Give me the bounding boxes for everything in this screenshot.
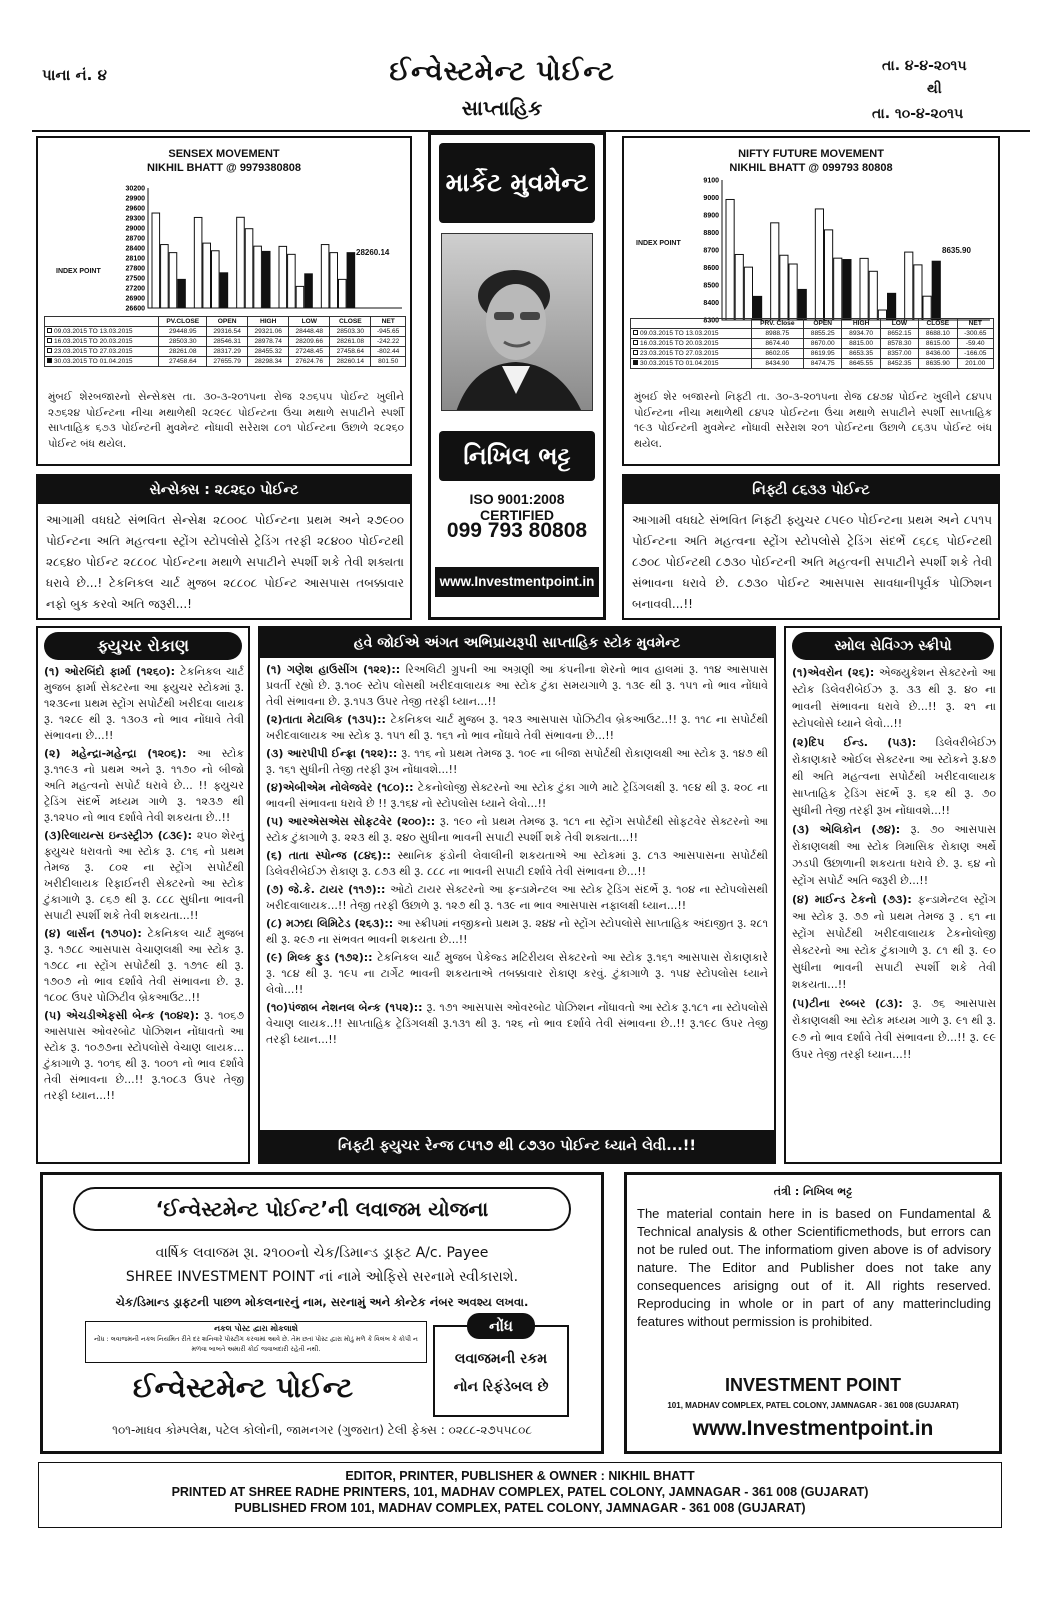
subscription-line-2: SHREE INVESTMENT POINT નાં નામે ઓફિસે સરનામે સ્વીકારાશે. — [125, 1269, 519, 1285]
list-item — [792, 995, 996, 1063]
value-cell: 8434.90 — [751, 359, 803, 369]
value-cell: 8652.15 — [880, 329, 918, 339]
list-item-head: (૩) આરપીપી ઈન્ફ્રા (૧૨૨):: — [266, 747, 402, 760]
chart-bar — [735, 254, 743, 320]
subscription-line-1: વાર્ષિક લવાજમ રૂા. ૨૧૦૦નો ચેક/ડિમાન્ડ ડ્રાફ્ટ A/c. Payee — [155, 1245, 489, 1261]
y-tick-label: 29000 — [125, 225, 145, 233]
list-item-body: આ સ્ટોક રૂ.૧૧૯૩ નો પ્રથમ અને રૂ. ૧૧૭૦ નો બીજો અતિ મહત્વનો સપોર્ટ ધરાવે છે... !! ફ્યુચર ટ્રેડિંગ સંદર્ભે મધ્યમ ગાળે રૂ. ૧૨૩૭ થી રૂ.૧૨૫૦ નો ભાવ દર્શાવે તેવી શકયતા છે..!! — [44, 747, 244, 824]
period-label: 16.03.2015 TO 20.03.2015 — [640, 340, 719, 347]
y-tick-label: 27200 — [125, 285, 145, 293]
value-cell: 8688.10 — [919, 329, 957, 339]
nifty-table — [630, 318, 994, 369]
imprint-line-3: PUBLISHED FROM 101, MADHAV COMPLEX, PATEL COLONY, JAMNAGAR - 361 008 (GUJARAT) — [234, 1501, 806, 1515]
value-cell: 27458.64 — [159, 357, 207, 367]
list-item-head: (૩) એલિકોન (૭૪): — [792, 823, 911, 836]
person-portrait-icon — [442, 234, 593, 411]
nifty-chart-author: NIKHIL BHATT @ 099793 80808 — [729, 162, 893, 174]
value-cell: 28261.08 — [159, 347, 207, 357]
date-from: તા. ૪-૪-૨૦૧૫ — [882, 58, 967, 74]
list-item — [44, 746, 244, 826]
value-cell: 28503.30 — [330, 327, 371, 337]
nifty-forecast-text: આગામી વધઘટે સંભવિત નિફ્ટી ફ્યુચર ૮૫૯૦ પોઈન્ટના પ્રથમ અને ૮૫૧૫ પોઈન્ટના અતિ મહત્વના સ્ટ્રોંગ સ્ટોપલોસે ટ્રેડિંગ સંદર્ભે ૮૬૮૬ પોઈન્ટથી ૮૭૦૮ પોઈન્ટથી ૮૭૩૦ પોઈન્ટની અતિ મહત્વની સપાટીને સ્પર્શી શકે તેવી સંભાવના ધરાવે છે. ૮૭૩૦ પોઈન્ટ આસપાસ સાવધાનીપૂર્વક પોઝિશન બનાવવી...!! — [632, 513, 992, 611]
list-item-head: (૭) જે.કે. ટાયર (૧૧૭):: — [266, 883, 391, 896]
period-cell — [631, 359, 752, 369]
chart-bar — [169, 253, 177, 308]
table-header-cell: PV.CLOSE — [159, 317, 207, 327]
y-tick-label: 9100 — [703, 177, 719, 185]
value-cell: 8674.40 — [751, 339, 803, 349]
value-cell: 8436.00 — [919, 349, 957, 359]
value-cell: -242.22 — [371, 337, 406, 347]
subscription-heading: ‘ઈન્વેસ્ટમેન્ટ પોઈન્ટ’ની લવાજમ યોજના — [73, 1187, 571, 1231]
website-link[interactable]: www.Investmentpoint.in — [435, 567, 599, 597]
list-item-head: (૨)દિપ ઈન્ડ. (૫૩): — [792, 736, 936, 749]
chart-bar — [726, 199, 734, 320]
list-item-head: (૧૦)પંજાબ નેશનલ બેન્ક (૧૫૨):: — [266, 1001, 427, 1014]
period-cell — [631, 349, 752, 359]
period-label: 30.03.2015 TO 01.04.2015 — [54, 358, 133, 365]
legend-swatch — [633, 360, 638, 365]
chart-bar — [771, 223, 779, 320]
value-cell: 8815.00 — [842, 339, 880, 349]
y-tick-label: 26600 — [125, 305, 145, 313]
brand-logotype: ઈન્વેસ્ટમેન્ટ પોઈન્ટ — [132, 1371, 354, 1404]
contact-phone: 099 793 80808 — [446, 519, 588, 542]
iso-certification: ISO 9001:2008 CERTIFIED — [469, 491, 565, 523]
refund-note-tag: નોંધ — [467, 1313, 535, 1339]
value-cell: 8602.05 — [751, 349, 803, 359]
date-separator: થી — [927, 81, 942, 97]
chart-bar — [347, 253, 355, 308]
sensex-chart-title: SENSEX MOVEMENT — [168, 148, 280, 160]
legend-swatch — [47, 328, 52, 333]
list-item-body: રૂ. ૧૯૦ નો પ્રથમ તેમજ રૂ. ૧૮૧ ના સ્ટ્રોંગ સપોર્ટથી સોફટવેર સેક્ટરનો આ સ્ટોક ટુંકાગાળે રૂ. ૨૨૩ થી રૂ. ૨૪૦ સુધીના ભાવની સપાટી સ્પર્શી શકે તેવી શક્યતા...!! — [266, 815, 768, 844]
value-cell: -166.05 — [957, 349, 993, 359]
y-tick-label: 28400 — [125, 245, 145, 253]
market-movement-panel — [428, 132, 606, 620]
y-tick-label: 29900 — [125, 195, 145, 203]
chart-bar — [780, 255, 788, 320]
postal-note-box — [85, 1321, 427, 1363]
legend-swatch — [633, 330, 638, 335]
period-label: 30.03.2015 TO 01.04.2015 — [640, 360, 719, 367]
nifty-panel — [622, 136, 1000, 466]
table-row — [45, 357, 406, 367]
chart-bar — [330, 253, 338, 308]
market-movement-title: માર્કેટ મુવમેન્ટ — [439, 143, 595, 223]
chart-bar — [245, 229, 253, 308]
table-row — [631, 359, 994, 369]
y-tick-label: 26900 — [125, 295, 145, 303]
list-item-body: ફન્ડામેન્ટલ સ્ટ્રોંગ આ સ્ટોક રૂ. ૭૭ નો પ્રથમ તેમજ રૂ . ૬૧ ના સ્ટ્રોંગ સપોર્ટથી ખરીદવાલાયક ટેકનોલોજી સેક્ટરનો આ સ્ટોક ટુંકાગાળે રૂ. ૮૧ થી રૂ. ૯૦ સુધીના ભાવની સપાટી સ્પર્શી શકે તેવી શકયતા...!! — [792, 893, 996, 991]
sensex-close-note: 28260.14 — [356, 248, 390, 257]
table-header-cell — [631, 319, 752, 329]
period-label: 09.03.2015 TO 13.03.2015 — [54, 328, 133, 335]
list-item-head: (૯) મિલ્ક ફુડ (૧૭૨):: — [266, 951, 378, 964]
nifty-axis-label: INDEX POINT — [636, 240, 681, 247]
refund-note-line-1: લવાજમની રકમ — [454, 1351, 548, 1367]
stock-list — [266, 662, 768, 1050]
table-header-cell: NET — [371, 317, 406, 327]
value-cell: 29448.95 — [159, 327, 207, 337]
value-cell: 8474.75 — [804, 359, 842, 369]
office-address: ૧૦૧-માધવ કોમ્પલેક્ષ, પટેલ કોલોની, જામનગર (ગુજરાત) ટેલી ફેક્સ : ૦૨૮૮-૨૭૫૫૮૦૮ — [112, 1423, 532, 1437]
postal-note-title: નકલ પોસ્ટ દ્વારા મોકલાશે — [214, 1324, 298, 1333]
value-cell: 8934.70 — [842, 329, 880, 339]
small-savings-heading: સ્મોલ સેવિંગ્ઝ સ્ક્રીપો — [792, 632, 994, 660]
value-cell: 8635.90 — [919, 359, 957, 369]
table-header-cell: HIGH — [248, 317, 289, 327]
value-cell: -59.40 — [957, 339, 993, 349]
list-item-body: ટેકનિકલ ચાર્ટ મુજબ રૂ. ૧૭૮૮ આસપાસ વેચાણલક્ષી આ સ્ટોક રૂ. ૧૭૮૮ ના સ્ટ્રોંગ સપોર્ટથી રૂ. ૧૭૧૯ થી રૂ. ૧૭૦૭ નો ભાવ દર્શાવે તેવી સંભાવના છે. રૂ. ૧૮૦૮ ઉપર પોઝિટીવ બ્રેકઆઉટ..!! — [44, 927, 245, 1004]
list-item-body: ઓટો ટાયર સેક્ટરનો આ ફન્ડામેન્ટલ આ સ્ટોક ટ્રેડિંગ સંદર્ભે રૂ. ૧૦૪ ના સ્ટોપલોસથી ખરીદવાલાયક...!! તેજી તરફી ઉછાળે રૂ. ૧૨૭ થી રૂ. ૧૩૯ ના ભાવ આસપાસ નફાલક્ષી ધ્યાન...!! — [266, 883, 769, 912]
refund-note-line-2: નોન રિફંડેબલ છે — [453, 1379, 549, 1395]
chart-bar — [305, 274, 313, 308]
legend-swatch — [47, 348, 52, 353]
disclaimer-text: The material contain here in is based on Fundamental & Technical analysis & other Scientificmethods, but errors can not be ruled out. The informatiom given above is of advisory nature. The Editor and Publisher does not take any consequences arisigng out of it. All rights reserved. Reproducing in whole or in part of any matterincluding features without permission is prohibited. — [637, 1206, 991, 1329]
y-tick-label: 8600 — [703, 265, 719, 272]
list-item — [266, 882, 768, 914]
y-tick-label: 28100 — [125, 255, 145, 263]
sensex-axis-label: INDEX POINT — [56, 268, 101, 275]
stock-movement-column — [258, 626, 776, 1164]
subscription-line-3: ચેક/ડિમાન્ડ ડ્રાફટની પાછળ મોકલનારનું નામ, સરનામું અને કોન્ટેક નંબર અવશ્ય લખવા. — [115, 1295, 529, 1309]
value-cell: -945.65 — [371, 327, 406, 337]
list-item — [266, 814, 768, 846]
future-list — [44, 664, 244, 1106]
sensex-summary: મુંબઈ શેરબજારનો સેન્સેક્સ તા. ૩૦-૩-૨૦૧૫ના રોજ ૨૭૬૫૫ પોઈન્ટ ખુલીને ૨૭૬૨૪ પોઈન્ટના નીચા મથાળેથી ૨૮૨૯૮ પોઈન્ટના ઉંચા મથાળે સપાટીને સ્પર્શી સાપ્તાહિક ૬૭૩ પોઈન્ટની મુવમેન્ટ નોંધાવી સરેરાશ ૮૦૧ પોઈન્ટના ઉછાળે ૨૮૨૬૦ પોઈન્ટ બંધ થયેલ. — [48, 391, 404, 450]
newspaper-title: ઈન્વેસ્ટમેન્ટ પોઈન્ટ — [389, 56, 615, 87]
value-cell: 28260.14 — [330, 357, 371, 367]
chart-bar — [825, 230, 833, 320]
value-cell: 28978.74 — [248, 337, 289, 347]
refund-note-box — [433, 1317, 569, 1417]
date-to: તા. ૧૦-૪-૨૦૧૫ — [872, 106, 964, 122]
nifty-chart-title: NIFTY FUTURE MOVEMENT — [738, 148, 884, 160]
list-item-head: (૨) મહેન્દ્રા-મહેન્દ્રા (૧૨૦૬): — [44, 747, 198, 760]
list-item-body: ડિલેવરીબેઈઝ રોકાણકારે ઓઈલ સેક્ટરના આ સ્ટોકને રૂ.૪૭ થી અતિ મહત્વના સપોર્ટથી ખરીદવાલાયક સાપ્તાહિક ટ્રેડિંગ સંદર્ભે રૂ. ૬૨ થી રૂ. ૭૦ સુધીની તેજી તરફી રૂખ નોંધાવશે...!! — [792, 736, 996, 817]
newspaper-subtitle: સાપ્તાહિક — [461, 96, 543, 120]
table-header-cell: CLOSE — [330, 317, 371, 327]
value-cell: 8357.00 — [880, 349, 918, 359]
chart-bar — [262, 251, 270, 308]
y-tick-label: 27500 — [125, 275, 145, 283]
table-header-cell: CLOSE — [919, 319, 957, 329]
company-website[interactable]: www.Investmentpoint.in — [692, 1417, 934, 1440]
y-tick-label: 8400 — [703, 300, 719, 307]
y-tick-label: 8900 — [703, 212, 719, 220]
list-item-body: રૂ. ૭૬ આસપાસ રોકાણલક્ષી આ સ્ટોક મધ્યમ ગાળે રૂ. ૯૧ થી રૂ. ૯૭ નો ભાવ દર્શાવે તેવી સંભાવના છે...!! રૂ. ૯૯ ઉપર તેજી તરફી ધ્યાન...!! — [792, 997, 997, 1061]
imprint-line-1: EDITOR, PRINTER, PUBLISHER & OWNER : NIKHIL BHATT — [345, 1469, 695, 1483]
value-cell: -300.65 — [957, 329, 993, 339]
value-cell: 201.00 — [957, 359, 993, 369]
chart-bar — [161, 245, 169, 308]
y-tick-label: 8700 — [703, 247, 719, 255]
table-header-cell: OPEN — [207, 317, 248, 327]
y-tick-label: 27800 — [125, 265, 145, 273]
list-item-body: એજયુકેશન સેક્ટરનો આ સ્ટોક ડિલેવરીબેઈઝ રૂ. ૩૩ થી રૂ. ૪૦ ના ભાવની સંભાવના ધરાવે છે...!! રૂ. ૨૧ ના સ્ટોપલોસે ધ્યાને લેવો...!! — [792, 666, 996, 730]
value-cell: 8578.30 — [880, 339, 918, 349]
period-label: 23.03.2015 TO 27.03.2015 — [640, 350, 719, 357]
list-item — [266, 780, 768, 812]
author-photo — [441, 233, 593, 411]
table-row — [631, 349, 994, 359]
value-cell: 28448.48 — [289, 327, 330, 337]
value-cell: 8670.00 — [804, 339, 842, 349]
value-cell: 8452.35 — [880, 359, 918, 369]
list-item-head: (૨)તાતા મેટાલિક (૧૩૫):: — [266, 713, 391, 726]
value-cell: 29316.54 — [207, 327, 248, 337]
period-cell — [631, 329, 752, 339]
chart-bar — [888, 293, 896, 320]
chart-bar — [905, 252, 913, 320]
chart-bar — [815, 209, 823, 320]
list-item-head: (૫) એચડીએફસી બેન્ક (૧૦૪૨): — [44, 1009, 205, 1022]
value-cell: 27248.45 — [289, 347, 330, 357]
period-cell — [45, 347, 159, 357]
list-item — [266, 950, 768, 998]
list-item-head: (૫)ટીના રબ્બર (૮૩): — [792, 997, 913, 1010]
value-cell: 8615.00 — [919, 339, 957, 349]
legend-swatch — [633, 350, 638, 355]
disclaimer-box — [624, 1172, 1002, 1454]
chart-bar — [212, 251, 220, 308]
list-item — [266, 662, 768, 710]
chart-bar — [288, 254, 296, 308]
nifty-summary: મુંબઈ શેર બજારનો નિફ્ટી તા. ૩૦-૩-૨૦૧૫ના રોજ ૮૪૭૪ પોઈન્ટ ખુલીને ૮૪૫૫ પોઈન્ટના નીચા મથાળેથી ૮૪૫૨ પોઈન્ટના ઉંચા મથાળે સપાટીને સ્પર્શી સાપ્તાહિક ૧૯૩ પોઈન્ટની મુવમેન્ટ નોંધાવી સરેરાશ ૨૦૧ પોઈન્ટના ઉછાળે ૮૬૩૫ પોઈન્ટ બંધ થયેલ. — [634, 391, 992, 450]
list-item-head: (૧) ઓરબિંદો ફાર્મા (૧૨૬૦): — [44, 665, 181, 678]
postal-note-text: નોંધ : લવાજમની નકલ નિયમિત રીતે દર શનિવારે પોસ્ટીંગ કરવામાં આવે છે. તેમ છતાં પોસ્ટ દ્વારા મોડું મળે કે વિલંબ કે કોપી ન મળવા બાબતે અમારી કોઈ જવાબદારી રહેતી નથી. — [94, 1335, 418, 1353]
imprint-footer — [38, 1462, 1002, 1528]
table-header-cell: LOW — [289, 317, 330, 327]
chart-bar — [798, 289, 806, 320]
nifty-points-bar: નિફ્ટી ૮૬૩૩ પોઈન્ટ — [624, 476, 998, 504]
y-tick-label: 8500 — [703, 282, 719, 290]
table-row — [45, 327, 406, 337]
list-item — [266, 848, 768, 880]
table-header-cell — [45, 317, 159, 327]
list-item-body: ટેકનિકલ ચાર્ટ મુજબ ફાર્મા સેક્ટરના આ ફ્યુચર સ્ટોકમાં રૂ. ૧૨૩૯ના પ્રથમ સ્ટ્રોંગ સપોર્ટથી ખરીદવા લાયક રૂ. ૧૨૮૯ થી રૂ. ૧૩૦૩ નો ભાવ નોંધાવે તેવી સંભાવના છે...!! — [44, 665, 244, 742]
chart-bar — [339, 279, 347, 308]
list-item — [44, 828, 244, 924]
list-item-head: (૧) ગણેશ હાઉસીંગ (૧૨૨):: — [266, 663, 406, 676]
chart-bar — [789, 264, 797, 320]
table-row — [631, 339, 994, 349]
value-cell: 27655.79 — [207, 357, 248, 367]
subscription-box — [40, 1172, 604, 1454]
table-row — [45, 347, 406, 357]
list-item-body: રૂ. ૧૭૧ આસપાસ ઓવરબોટ પોઝિશન નોંધાવતો આ સ્ટોક રૂ.૧૮૧ ના સ્ટોપલોસે વેચાણ લાયક..!! સાપ્તાહિક ટ્રેડિંગલક્ષી રૂ.૧૩૧ થી રૂ. ૧૨૬ નો ભાવ દર્શાવે તેવી સંભાવના છે..!! રૂ.૧૯૮ ઉપર તેજી તરફી ધ્યાન...!! — [266, 1001, 768, 1046]
y-tick-label: 29300 — [125, 215, 145, 223]
chart-bar — [843, 260, 851, 320]
value-cell: 8619.95 — [804, 349, 842, 359]
sensex-chart-author: NIKHIL BHATT @ 9979380808 — [147, 162, 301, 174]
list-item-head: (૩)રિલાયન્સ ઇન્ડસ્ટ્રીઝ (૮૩૯): — [44, 829, 197, 842]
list-item — [792, 664, 996, 732]
list-item-body: સ્થાનિક ફંડોની લેવાલીની શકયતાએ આ સ્ટોકમાં રૂ. ૮૧૩ આસપાસના સપોર્ટથી ડિલેવરીબેઈઝ રોકાણ રૂ. ૮૭૩ થી રૂ. ૮૮૮ ના ભાવની સપાટી દર્શાવે તેવી સંભાવના છે...!! — [266, 849, 768, 878]
list-item-head: (૬) તાતા સ્પોન્જ (૮૪૬):: — [266, 849, 398, 862]
chart-bar — [744, 267, 752, 320]
legend-swatch — [47, 358, 52, 363]
list-item — [792, 891, 996, 993]
chart-bar — [914, 265, 922, 320]
list-item-body: રૂ. ૧૧૬ નો પ્રથમ તેમજ રૂ. ૧૦૯ ના બીજા સપોર્ટથી રોકાણલક્ષી આ સ્ટોક રૂ. ૧૪૭ થી રૂ. ૧૬૧ સુધીની તેજી તરફી રૂખ નોંધાવશે...!! — [266, 747, 768, 776]
y-tick-label: 9000 — [703, 195, 719, 202]
table-header-cell: OPEN — [804, 319, 842, 329]
table-header-cell: HIGH — [842, 319, 880, 329]
value-cell: -802.44 — [371, 347, 406, 357]
list-item — [266, 1000, 768, 1048]
value-cell: 27458.64 — [330, 347, 371, 357]
chart-bar — [237, 217, 245, 308]
list-item-body: ટેકનોલોજી સેક્ટરનો આ સ્ટોક ટુંકા ગાળે માટે ટ્રેડિંગલક્ષી રૂ. ૧૯૪ થી રૂ. ૨૦૮ ના ભાવની સંભાવના ધરાવે છે !! રૂ.૧૬૪ નો સ્ટોપલોસ ધ્યાને લેવો...!! — [266, 781, 768, 810]
period-cell — [45, 337, 159, 347]
value-cell: 28503.30 — [159, 337, 207, 347]
future-investment-heading: ફ્યુચર રોકાણ — [44, 632, 242, 660]
period-cell — [45, 357, 159, 367]
value-cell: 28209.66 — [289, 337, 330, 347]
chart-bar — [932, 261, 940, 320]
list-item — [266, 712, 768, 744]
chart-bar — [152, 213, 160, 308]
future-investment-column — [36, 626, 250, 1164]
value-cell: 8988.75 — [751, 329, 803, 339]
nifty-forecast-box — [622, 474, 1000, 620]
period-label: 16.03.2015 TO 20.03.2015 — [54, 338, 133, 345]
list-item-head: (૧)એવરોન (૨૬): — [792, 666, 879, 679]
masthead — [32, 50, 1030, 132]
period-cell — [631, 339, 752, 349]
chart-bar — [860, 258, 868, 320]
table-header-cell: PRV. Close — [751, 319, 803, 329]
table-row — [631, 329, 994, 339]
page-number: પાના નં. ૪ — [42, 66, 107, 84]
chart-bar — [923, 296, 931, 320]
chart-bar — [321, 245, 329, 308]
list-item-head: (૫) આરએસએસ સોફટવેર (૨૦૦):: — [266, 815, 440, 828]
chart-bar — [296, 286, 304, 308]
list-item — [266, 746, 768, 778]
stock-movement-heading: હવે જોઈએ અંગત અભિપ્રાયરૂપી સાપ્તાહિક સ્ટોક મુવમેન્ટ — [260, 628, 774, 658]
author-name: નિખિલ ભટ્ટ — [439, 431, 595, 481]
small-savings-column — [784, 626, 1002, 1164]
y-tick-label: 8300 — [703, 317, 719, 325]
chart-bar — [194, 217, 202, 308]
chart-bar — [220, 273, 228, 308]
chart-bar — [834, 258, 842, 320]
y-tick-label: 28700 — [125, 235, 145, 243]
y-tick-label: 30200 — [125, 185, 145, 193]
value-cell: 8855.25 — [804, 329, 842, 339]
editor-credit: તંત્રી : નિખિલ ભટ્ટ — [773, 1185, 853, 1198]
nifty-close-note: 8635.90 — [942, 246, 971, 255]
list-item-head: (૪) માઈન્ડ ટેકનો (૭૩): — [792, 893, 918, 906]
table-header-cell: LOW — [880, 319, 918, 329]
list-item-body: આ સ્ક્રીપમાં નજીકનો પ્રથમ રૂ. ૨૪૪ નો સ્ટ્રોંગ સ્ટોપલોસે સાપ્તાહિક અંદાજીત રૂ. ૨૮૧ થી રૂ. ૨૯૭ ના સંભવત ભાવની શકયતા છે...!! — [266, 917, 768, 946]
value-cell: 27624.76 — [289, 357, 330, 367]
sensex-table — [44, 316, 406, 367]
list-item-body: રૂ. ૧૦૬૭ આસપાસ ઓવરબોટ પોઝિશન નોંધાવતો આ સ્ટોક રૂ. ૧૦૭૭ના સ્ટોપલોસે વેચાણ લાયક... ટુંકાગાળે રૂ. ૧૦૧૬ થી રૂ. ૧૦૦૧ નો ભાવ દર્શાવે તેવી સંભાવના છે...!! રૂ.૧૦૮૩ ઉપર તેજી તરફી ધ્યાન...!! — [44, 1009, 244, 1102]
value-cell: 28261.08 — [330, 337, 371, 347]
period-cell — [45, 327, 159, 337]
imprint-line-2: PRINTED AT SHREE RADHE PRINTERS, 101, MADHAV COMPLEX, PATEL COLONY, JAMNAGAR - 361 008 (GUJARAT) — [171, 1485, 869, 1499]
value-cell: 28455.32 — [248, 347, 289, 357]
table-row — [45, 337, 406, 347]
period-label: 09.03.2015 TO 13.03.2015 — [640, 330, 719, 337]
value-cell: 29321.06 — [248, 327, 289, 337]
chart-bar — [754, 296, 762, 320]
small-savings-list — [792, 664, 996, 1065]
list-item-body: ૨૫૦ શેરનું ફ્યુચર ધરાવતો આ સ્ટોક રૂ. ૮૧૬ નો પ્રથમ તેમજ રૂ. ૮૦૨ ના સ્ટ્રોંગ સપોર્ટથી ખરીદીલાયક રિફાઈનરી સેક્ટરનો આ સ્ટોક ટુંકાગાળે રૂ. ૮૬૭ થી રૂ. ૮૮૮ સુધીના ભાવની સપાટી સ્પર્શી શકે તેવી શકયતા...!! — [44, 829, 244, 922]
value-cell: 28298.34 — [248, 357, 289, 367]
list-item — [792, 821, 996, 889]
sensex-points-bar: સેન્સેક્સ : ૨૮૨૬૦ પોઈન્ટ — [38, 476, 410, 504]
value-cell: 8645.55 — [842, 359, 880, 369]
chart-bar — [254, 246, 262, 308]
chart-bar — [178, 279, 186, 308]
sensex-forecast-text: આગામી વધઘટે સંભવિત સેન્સેક્ષ ૨૮૦૦૮ પોઈન્ટના પ્રથમ અને ૨૭૯૦૦ પોઈન્ટના અતિ મહત્વના સ્ટ્રોંગ સ્ટોપલોસે ટ્રેડિંગ તરફી ૨૮૪૦૦ પોઈન્ટથી ૨૮૬૪૦ પોઈન્ટ ૨૮૮૦૮ પોઈન્ટના મથાળે સપાટીને સ્પર્શી શકે તેવી શક્યતા ધરાવે છે...! ટેકનિકલ ચાર્ટ મુજબ ૨૮૮૦૮ પોઈન્ટ આસપાસ તબક્કાવાર નફો બુક કરવો અતિ જરૂરી...! — [46, 513, 404, 611]
legend-swatch — [47, 338, 52, 343]
list-item — [792, 734, 996, 819]
value-cell: 28317.29 — [207, 347, 248, 357]
list-item-body: રિઅલિટી ગ્રુપની આ અગ્રણી આ કંપનીના શેરનો ભાવ હાલમાં રૂ. ૧૧૪ આસપાસ પ્રવર્તી રહ્યો છે. રૂ.૧૦૯ સ્ટોપ લોસથી ખરીદવાલાયક આ સ્ટોક ટુંકા સમયગાળે રૂ. ૧૩૯ થી રૂ. ૧૫૧ નો ભાવ નોંધાવે તેવી સંભાવના છે. રૂ.૧૫૩ ઉપર તેજી તરફી ધ્યાન...!! — [266, 663, 768, 708]
value-cell: 8653.35 — [842, 349, 880, 359]
table-header-cell: NET — [957, 319, 993, 329]
sensex-panel — [36, 136, 412, 466]
company-name: INVESTMENT POINT — [724, 1375, 901, 1395]
period-label: 23.03.2015 TO 27.03.2015 — [54, 348, 133, 355]
y-tick-label: 29600 — [125, 205, 145, 213]
list-item-body: ટેકનિકલ ચાર્ટ મુજબ રૂ. ૧૨૩ આસપાસ પોઝિટીવ બ્રેકઆઉટ..!! રૂ. ૧૧૮ ના સપોર્ટથી ખરીદવાલાયક આ સ્ટોક રૂ. ૧૫૧ થી રૂ. ૧૬૧ નો ભાવ નોંધાવે તેવી સંભાવના છે...!! — [266, 713, 768, 742]
list-item-head: (૪) લાર્સન (૧૭૫૦): — [44, 927, 148, 940]
list-item — [266, 916, 768, 948]
list-item-body: ટેકનિકલ ચાર્ટ મુજબ પેકેજ્ડ મટિરીયલ સેક્ટરનો આ સ્ટોક રૂ.૧૬૧ આસપાસ રોકાણકારે રૂ. ૧૮૪ થી રૂ. ૧૯૫ ના ટાર્ગેટ ભાવની શકયતાએ તબક્કાવાર રોકાણ કરવું. ટુંકાગાળે રૂ. ૧૫૪ સ્ટોપલોસ ધ્યાને લેવો...!! — [266, 951, 768, 996]
nifty-range-footer: નિફ્ટી ફ્યુચર રેન્જ ૮૫૧૭ થી ૮૭૩૦ પોઈન્ટ ધ્યાને લેવી...!! — [260, 1130, 774, 1162]
chart-bar — [869, 271, 877, 320]
sensex-forecast-box — [36, 474, 412, 620]
list-item-head: (૮) મઝદા લિમિટેડ (૨૬૩):: — [266, 917, 398, 930]
list-item-head: (૪)એબીએમ નોલેજવેર (૧૮૦):: — [266, 781, 418, 794]
value-cell: 28546.31 — [207, 337, 248, 347]
list-item — [44, 1008, 244, 1104]
value-cell: 801.50 — [371, 357, 406, 367]
list-item-body: રૂ. ૭૦ આસપાસ રોકાણલક્ષી આ સ્ટોક ત્રિમાસિક રોકાણ અર્થે ઝડપી ઉછાળાની શકયતા ધરાવે છે. રૂ. ૬૪ નો સ્ટ્રોંગ સપોર્ટ અતિ જરૂરી છે...!! — [792, 823, 996, 887]
legend-swatch — [633, 340, 638, 345]
chart-bar — [279, 246, 287, 308]
y-tick-label: 8800 — [703, 230, 719, 237]
list-item — [44, 664, 244, 744]
company-address: 101, MADHAV COMPLEX, PATEL COLONY, JAMNAGAR - 361 008 (GUJARAT) — [667, 1401, 959, 1410]
list-item — [44, 926, 244, 1006]
chart-bar — [203, 243, 211, 308]
